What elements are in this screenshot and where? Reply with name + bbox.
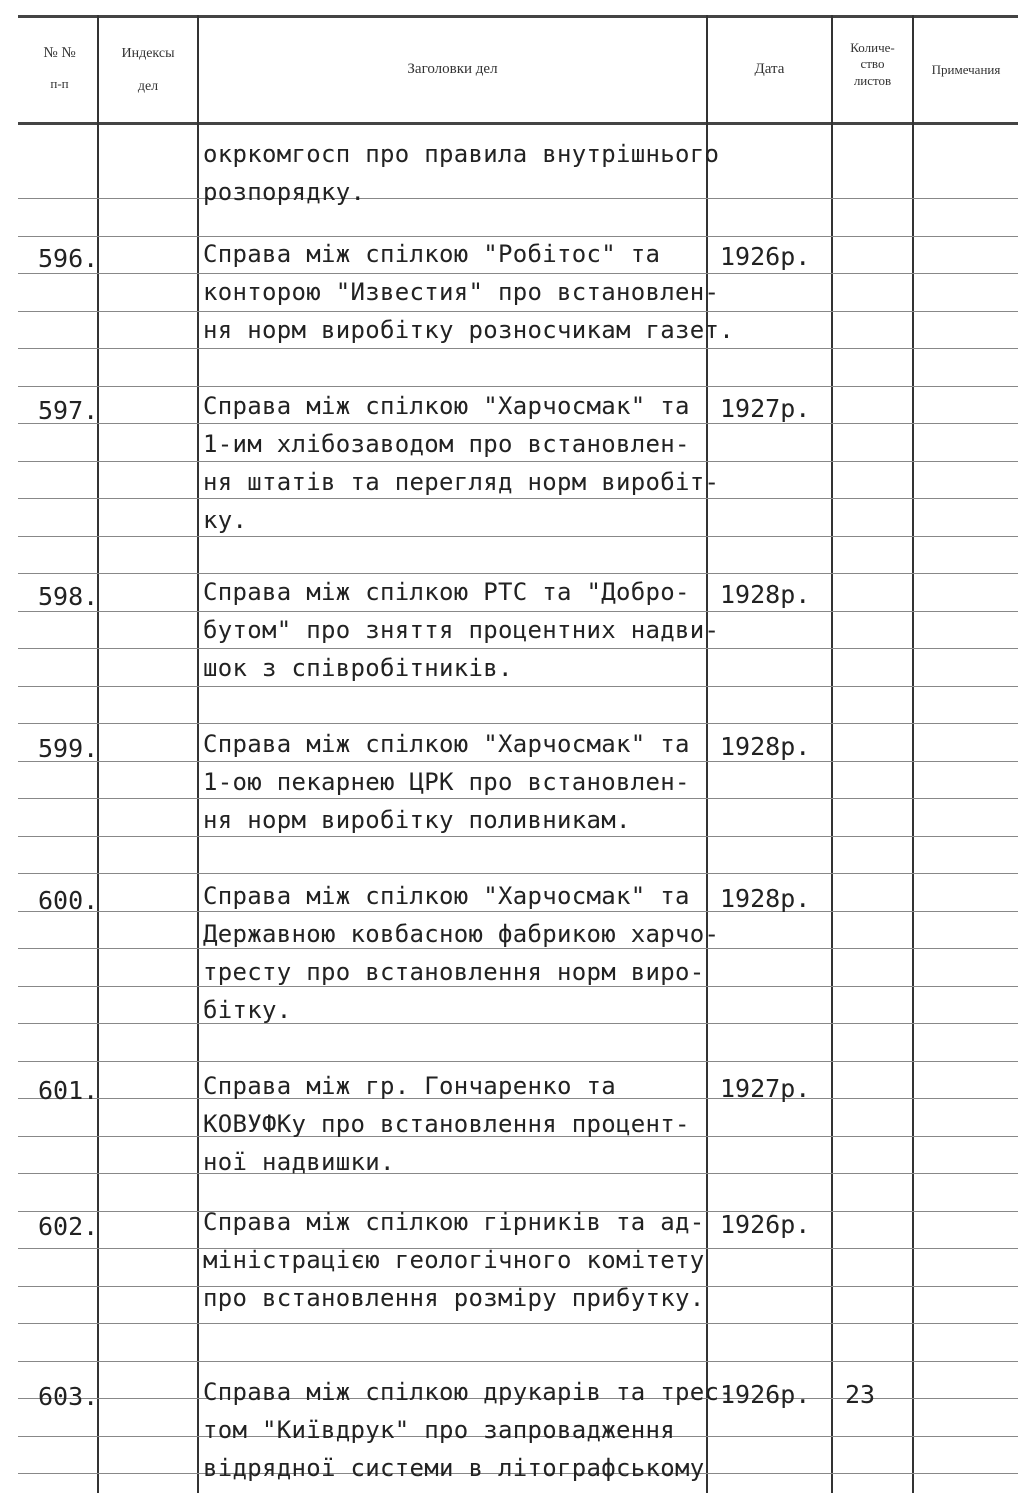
ruled-line (18, 1361, 1018, 1362)
ruled-line (18, 798, 1018, 799)
ruled-line (18, 648, 1018, 649)
title-line: тресту про встановлення норм виро- (203, 958, 705, 986)
ruled-line (18, 1173, 1018, 1174)
header-notes: Примечания (931, 62, 1001, 77)
title-line: окркомгосп про правила внутрішнього (203, 140, 720, 168)
header-qty-line1: Количе- (850, 40, 895, 55)
row-date: 1927р. (720, 394, 811, 423)
ruled-line (18, 723, 1018, 724)
header-qty-line3: листов (853, 72, 892, 88)
title-line: Справа між гр. Гончаренко та (203, 1072, 616, 1100)
row-number: 601. (38, 1076, 99, 1105)
ruled-line (18, 236, 1018, 237)
ruled-line (18, 461, 1018, 462)
title-line: Справа між спілкою "Харчосмак" та (203, 730, 690, 758)
header-bottom-border (18, 122, 1018, 125)
title-line: Справа між спілкою друкарів та трес- (203, 1378, 734, 1406)
title-line: розпорядку. (203, 178, 366, 206)
header-num (22, 44, 97, 92)
ruled-line (18, 911, 1018, 912)
title-line: ку. (203, 506, 248, 534)
header-date: Дата (754, 61, 785, 77)
row-date: 1928р. (720, 884, 811, 913)
row-date: 1928р. (720, 732, 811, 761)
title-line: про встановлення розміру прибутку. (203, 1284, 705, 1312)
title-line: ної надвишки. (203, 1148, 395, 1176)
row-sheet-count: 23 (845, 1380, 876, 1409)
header-index (99, 46, 197, 96)
ruled-line (18, 761, 1018, 762)
row-date: 1926р. (720, 242, 811, 271)
row-number: 599. (38, 734, 99, 763)
ruled-line (18, 611, 1018, 612)
title-line: том "Київдрук" про запровадження (203, 1416, 675, 1444)
title-line: 1-им хлібозаводом про встановлен- (203, 430, 690, 458)
ruled-line (18, 311, 1018, 312)
ruled-line (18, 948, 1018, 949)
ruled-line (18, 536, 1018, 537)
ruled-line (18, 273, 1018, 274)
title-line: ня норм виробітку поливникам. (203, 806, 631, 834)
row-number: 597. (38, 396, 99, 425)
ruled-line (18, 498, 1018, 499)
ruled-line (18, 386, 1018, 387)
ruled-line (18, 836, 1018, 837)
ruled-line (18, 573, 1018, 574)
header-num-line1: № № (43, 45, 76, 61)
ruled-line (18, 686, 1018, 687)
title-line: ня штатів та перегляд норм виробіт- (203, 468, 720, 496)
row-number: 603. (38, 1382, 99, 1411)
header-index-line1: Индексы (121, 46, 175, 61)
title-line: Справа між спілкою "Робітос" та (203, 240, 661, 268)
top-border (18, 15, 1018, 18)
ruled-line (18, 1023, 1018, 1024)
ruled-line (18, 873, 1018, 874)
title-line: Державною ковбасною фабрикою харчо- (203, 920, 720, 948)
row-date: 1926р. (720, 1210, 811, 1239)
ruled-line (18, 1061, 1018, 1062)
header-qty-line2: ство (860, 56, 885, 72)
title-line: бітку. (203, 996, 292, 1024)
title-line: КОВУФКу про встановлення процент- (203, 1110, 690, 1138)
row-number: 596. (38, 244, 99, 273)
title-line: шок з співробітників. (203, 654, 513, 682)
title-line: відрядної системи в літографському (203, 1454, 705, 1482)
title-line: Справа між спілкою гірників та ад- (203, 1208, 705, 1236)
ruled-line (18, 986, 1018, 987)
title-line: конторою "Известия" про встановлен- (203, 278, 720, 306)
row-date: 1927р. (720, 1074, 811, 1103)
title-line: міністрацією геологічного комітету (203, 1246, 705, 1274)
ruled-line (18, 198, 1018, 199)
ruled-line (18, 348, 1018, 349)
row-date: 1926р. (720, 1380, 811, 1409)
title-line: Справа між спілкою РТС та "Добро- (203, 578, 690, 606)
title-line: бутом" про зняття процентних надви- (203, 616, 720, 644)
header-qty (833, 40, 912, 89)
ruled-line (18, 1323, 1018, 1324)
title-line: Справа між спілкою "Харчосмак" та (203, 882, 690, 910)
title-line: Справа між спілкою "Харчосмак" та (203, 392, 690, 420)
ruled-line (18, 423, 1018, 424)
title-line: ня норм виробітку розносчикам газет. (203, 316, 734, 344)
header-num-line2: п-п (50, 76, 69, 91)
row-number: 602. (38, 1212, 99, 1241)
row-date: 1928р. (720, 580, 811, 609)
row-number: 600. (38, 886, 99, 915)
header-index-line2: дел (137, 78, 159, 94)
title-line: 1-ою пекарнею ЦРК про встановлен- (203, 768, 690, 796)
header-title: Заголовки дел (407, 61, 498, 77)
row-number: 598. (38, 582, 99, 611)
